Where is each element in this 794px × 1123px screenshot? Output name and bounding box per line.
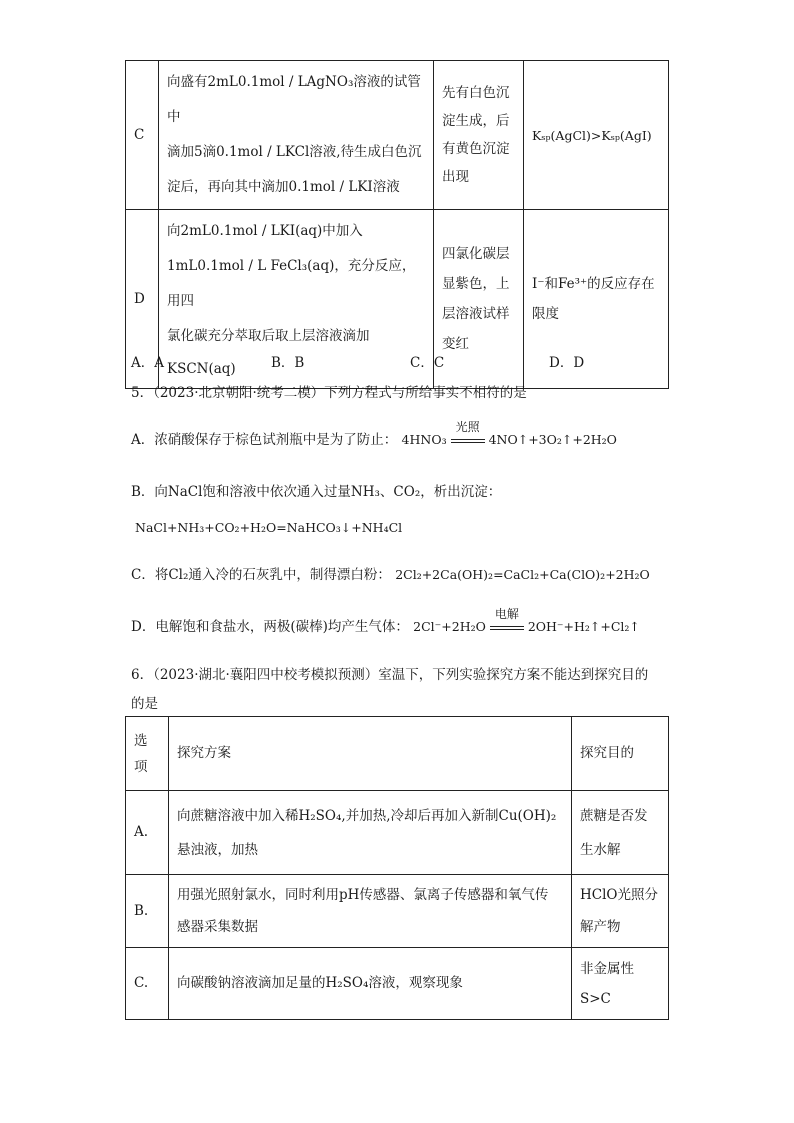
text-line: 变红 — [442, 336, 469, 352]
question5-option-a — [131, 420, 617, 448]
plan-cell — [169, 875, 572, 948]
table-row — [126, 61, 669, 210]
text-line: 淀后，再向其中滴加0.1mol / LKI溶液 — [167, 179, 400, 195]
text-line: 用强光照射氯水，同时利用pH传感器、氯离子传感器和氧气传 — [177, 887, 549, 903]
text-line: 限度 — [532, 306, 559, 322]
question5-option-d — [131, 607, 640, 635]
text-line: 先有白色沉 — [442, 85, 510, 101]
conclusion-cell — [524, 210, 669, 389]
purpose-cell — [572, 948, 669, 1020]
table-row — [126, 791, 669, 875]
text-line: 非金属性 — [580, 960, 634, 977]
table-row — [126, 210, 669, 389]
text-line: HClO光照分 — [580, 887, 658, 903]
question6-stem-cont: 的是 — [131, 696, 158, 712]
text-line: 向蔗糖溶液中加入稀H₂SO₄,并加热,冷却后再加入新制Cu(OH)₂ — [177, 807, 557, 824]
reaction-arrow — [490, 607, 524, 634]
text-line: 蔗糖是否发 — [580, 807, 648, 824]
option-text: D．电解饱和食盐水，两极(碳棒)均产生气体： — [131, 619, 409, 635]
phenomenon-cell — [434, 61, 524, 210]
double-line-icon — [451, 439, 485, 443]
reaction-arrow — [451, 420, 485, 447]
equation — [413, 607, 640, 634]
text-line: 氯化碳充分萃取后取上层溶液滴加 — [167, 328, 370, 344]
text-line: 四氯化碳层 — [442, 246, 510, 262]
conclusion-cell: Kₛₚ(AgCl)>Kₛₚ(AgI) — [524, 61, 669, 210]
question4-table — [125, 60, 669, 389]
equation: NaCl+NH₃+CO₂+H₂O=NaHCO₃↓+NH₄Cl — [135, 520, 403, 535]
question6-table — [125, 716, 669, 1020]
equation-left: 2Cl⁻+2H₂O — [413, 619, 486, 634]
answer-option-b[interactable]: B．B — [271, 355, 305, 371]
text-line: 向盛有2mL0.1mol / LAgNO₃溶液的试管中 — [167, 74, 421, 125]
table-header-row — [126, 717, 669, 791]
double-line-icon — [490, 626, 524, 630]
text-line: 向碳酸钠溶液滴加足量的H₂SO₄溶液，观察现象 — [177, 975, 463, 991]
text-line: KSCN(aq) — [167, 361, 236, 377]
answer-option-a[interactable]: A．A — [131, 355, 164, 371]
text-line: 生水解 — [580, 841, 621, 858]
option-cell: C. — [126, 948, 169, 1020]
text-line: 显紫色，上 — [442, 276, 510, 292]
equation: 2Cl₂+2Ca(OH)₂=CaCl₂+Ca(ClO)₂+2H₂O — [395, 567, 650, 582]
text-line: 悬浊液，加热 — [177, 841, 258, 858]
option-text: A．浓硝酸保存于棕色试剂瓶中是为了防止： — [131, 432, 398, 448]
header-option — [126, 717, 169, 791]
option-cell: C — [126, 61, 159, 210]
question5-option-b: B．向NaCl饱和溶液中依次通入过量NH₃、CO₂，析出沉淀： — [131, 484, 502, 500]
option-cell: D — [126, 210, 159, 389]
reaction-condition: 电解 — [494, 607, 519, 621]
table-row — [126, 875, 669, 948]
operation-cell — [159, 61, 434, 210]
text-line: 选 — [134, 732, 148, 749]
text-line: 滴加5滴0.1mol / LKCl溶液,待生成白色沉 — [167, 144, 422, 160]
text-line: 感器采集数据 — [177, 919, 258, 935]
text-line: 向2mL0.1mol / LKI(aq)中加入 — [167, 223, 363, 239]
question5-stem: 5．（2023·北京朝阳·统考二模）下列方程式与所给事实不相符的是 — [131, 385, 527, 401]
text-line: S>C — [580, 990, 611, 1007]
plan-cell — [169, 948, 572, 1020]
text-line: 有黄色沉淀 — [442, 141, 510, 157]
option-cell: B. — [126, 875, 169, 948]
phenomenon-cell — [434, 210, 524, 389]
equation-right: 2OH⁻+H₂↑+Cl₂↑ — [527, 619, 640, 634]
header-purpose: 探究目的 — [572, 717, 669, 791]
question6-stem: 6．（2023·湖北·襄阳四中校考模拟预测）室温下，下列实验探究方案不能达到探究目的 — [131, 667, 649, 683]
option-text: C．将Cl₂通入冷的石灰乳中，制得漂白粉： — [131, 567, 391, 583]
purpose-cell — [572, 791, 669, 875]
equation-right: 4NO↑+3O₂↑+2H₂O — [488, 432, 617, 447]
text-line: 解产物 — [580, 919, 621, 935]
reaction-condition: 光照 — [455, 420, 480, 434]
equation — [401, 420, 617, 447]
text-line: 项 — [134, 758, 148, 775]
text-line: 出现 — [442, 169, 469, 185]
option-cell: A. — [126, 791, 169, 875]
text-line: 淀生成，后 — [442, 113, 510, 129]
purpose-cell — [572, 875, 669, 948]
equation-left: 4HNO₃ — [401, 432, 447, 447]
text-line: 1mL0.1mol / L FeCl₃(aq)，充分反应，用四 — [167, 258, 416, 309]
table-row — [126, 948, 669, 1020]
text-line: I⁻和Fe³⁺的反应存在 — [532, 276, 655, 292]
question5-option-c — [131, 563, 650, 583]
answer-option-c[interactable]: C．C — [410, 355, 445, 371]
plan-cell — [169, 791, 572, 875]
text-line: 层溶液试样 — [442, 306, 510, 322]
answer-option-d[interactable]: D．D — [549, 355, 585, 371]
header-plan: 探究方案 — [169, 717, 572, 791]
